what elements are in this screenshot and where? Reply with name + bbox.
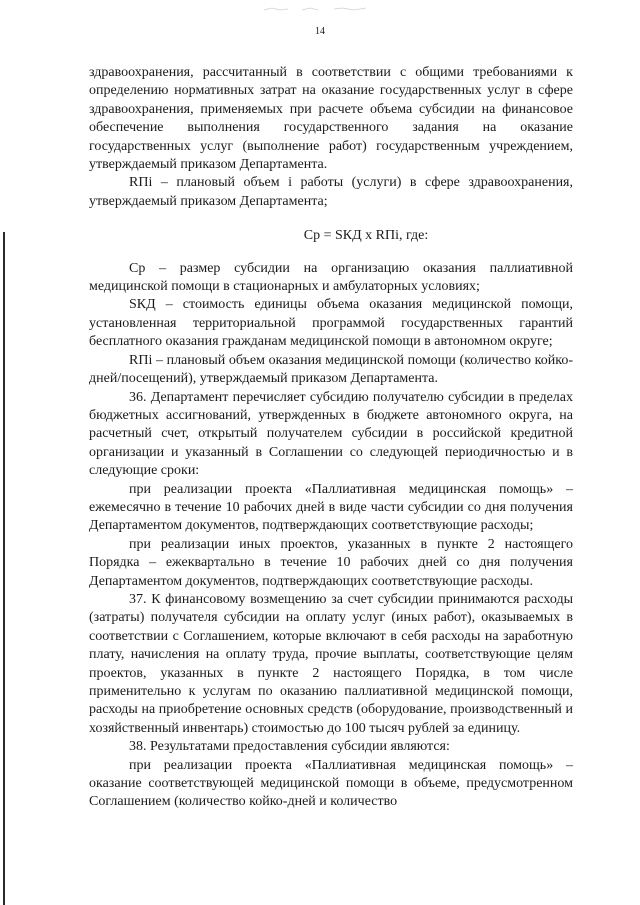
paragraph-p4: SКД – стоимость единицы объема оказания медицинской помощи, установленная территориальной программой государственных гарантий бесплатного оказания гражданам медицинской помощи в автономном округе; <box>89 297 573 350</box>
document-body <box>89 64 573 812</box>
paragraph-p6: 36. Департамент перечисляет субсидию получателю субсидии в пределах бюджетных ассигнований, утвержденных в бюджете автономного округа, на расчетный счет, открытый получателем субсидии в российской кредитной организации и указанный в Соглашении со следующей периодичностью и в следующие сроки: <box>89 389 573 479</box>
formula: Ср = SКД х RПi, где: <box>303 228 429 244</box>
paragraph-p8: при реализации иных проектов, указанных в пункте 2 настоящего Порядка – ежеквартально в течение 10 рабочих дней со дня получения Департаментом документов, подтверждающих соответствующие расходы. <box>89 536 573 589</box>
scan-left-edge-bar <box>3 232 5 905</box>
paragraph-p10: 38. Результатами предоставления субсидии являются: <box>129 739 450 755</box>
paragraph-p11: при реализации проекта «Паллиативная медицинская помощь» – оказание соответствующей медицинской помощи в объеме, предусмотренном Соглашением (количество койко-дней и количество <box>89 757 573 810</box>
paragraph-p2: RПi – плановый объем i работы (услуги) в сфере здравоохранения, утверждаемый приказом Департамента; <box>89 175 573 209</box>
scan-artifact-mark <box>262 6 372 12</box>
paragraph-p7: при реализации проекта «Паллиативная медицинская помощь» – ежемесячно в течение 10 рабочих дней в виде части субсидии со дня получения Департаментом документов, подтверждающих соответствующие расходы; <box>89 481 573 534</box>
page-number: 14 <box>315 26 325 37</box>
paragraph-p1: здравоохранения, рассчитанный в соответствии с общими требованиями к определению нормативных затрат на оказание государственных услуг в сфере здравоохранения, применяемых при расчете объема субсидии на финансовое обеспечение выполнения государственного задания на оказание государственных услуг (выполнение работ) государственным учреждением, утверждаемый приказом Департамента. <box>89 65 573 173</box>
paragraph-p5: RПi – плановый объем оказания медицинской помощи (количество койко-дней/посещений), утверждаемый приказом Департамента. <box>89 352 573 387</box>
paragraph-p3: Ср – размер субсидии на организацию оказания паллиативной медицинской помощи в стационарных и амбулаторных условиях; <box>89 260 573 295</box>
paragraph-p9: 37. К финансовому возмещению за счет субсидии принимаются расходы (затраты) получателя субсидии на оплату услуг (иных работ), оказываемых в соответствии с Соглашением, которые включают в себя расходы на заработную плату, начисления на оплату труда, прочие выплаты, соответствующие целям проектов, указанных в пункте 2 настоящего Порядка, в том числе применительно к услугам по оказанию паллиативной медицинской помощи, расходы на приобретение основных средств (оборудование, производственный и хозяйственный инвентарь) стоимостью до 100 тысяч рублей за единицу. <box>89 591 573 736</box>
